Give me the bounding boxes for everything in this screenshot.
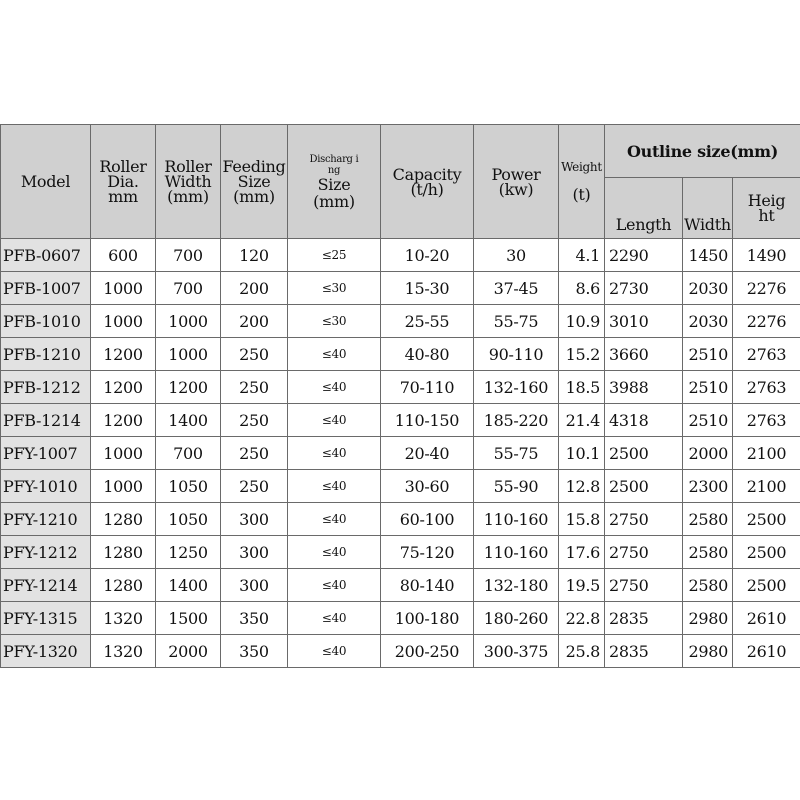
cell-roller-width: 700	[156, 239, 221, 272]
cell-roller-dia: 1200	[91, 371, 156, 404]
cell-model: PFY-1214	[1, 569, 91, 602]
cell-capacity: 25-55	[381, 305, 474, 338]
cell-model: PFY-1210	[1, 503, 91, 536]
cell-feeding-size: 300	[221, 536, 288, 569]
table-row	[1, 503, 800, 536]
cell-outline-width: 2580	[683, 536, 733, 569]
cell-length: 2835	[605, 602, 683, 635]
cell-length: 3010	[605, 305, 683, 338]
cell-roller-dia: 1200	[91, 338, 156, 371]
table-row	[1, 272, 800, 305]
cell-roller-width: 1400	[156, 404, 221, 437]
cell-height: 2100	[733, 470, 800, 503]
cell-length: 2730	[605, 272, 683, 305]
header-roller-dia: Roller Dia. mm	[91, 125, 156, 239]
cell-model: PFB-1007	[1, 272, 91, 305]
cell-power: 132-180	[474, 569, 559, 602]
cell-power: 37-45	[474, 272, 559, 305]
cell-power: 180-260	[474, 602, 559, 635]
cell-length: 2750	[605, 536, 683, 569]
cell-feeding-size: 250	[221, 404, 288, 437]
cell-model: PFY-1007	[1, 437, 91, 470]
cell-feeding-size: 200	[221, 272, 288, 305]
cell-weight: 8.6	[559, 272, 605, 305]
cell-power: 185-220	[474, 404, 559, 437]
cell-feeding-size: 300	[221, 569, 288, 602]
cell-discharging-size: ≤40	[288, 404, 381, 437]
cell-weight: 19.5	[559, 569, 605, 602]
cell-power: 90-110	[474, 338, 559, 371]
cell-length: 2500	[605, 470, 683, 503]
cell-roller-dia: 1000	[91, 470, 156, 503]
cell-model: PFB-1010	[1, 305, 91, 338]
cell-power: 132-160	[474, 371, 559, 404]
cell-outline-width: 2510	[683, 338, 733, 371]
cell-outline-width: 2300	[683, 470, 733, 503]
cell-discharging-size: ≤40	[288, 371, 381, 404]
cell-roller-width: 1000	[156, 305, 221, 338]
cell-outline-width: 2580	[683, 569, 733, 602]
cell-discharging-size: ≤40	[288, 503, 381, 536]
cell-roller-dia: 1320	[91, 635, 156, 668]
cell-discharging-size: ≤40	[288, 635, 381, 668]
cell-roller-width: 1000	[156, 338, 221, 371]
cell-model: PFB-1212	[1, 371, 91, 404]
cell-feeding-size: 300	[221, 503, 288, 536]
cell-capacity: 200-250	[381, 635, 474, 668]
cell-capacity: 75-120	[381, 536, 474, 569]
cell-roller-dia: 1280	[91, 536, 156, 569]
cell-weight: 15.8	[559, 503, 605, 536]
cell-outline-width: 2510	[683, 371, 733, 404]
cell-feeding-size: 350	[221, 635, 288, 668]
cell-discharging-size: ≤30	[288, 305, 381, 338]
table-row	[1, 338, 800, 371]
cell-length: 2835	[605, 635, 683, 668]
cell-height: 2500	[733, 503, 800, 536]
cell-length: 3988	[605, 371, 683, 404]
cell-height: 2610	[733, 602, 800, 635]
cell-height: 1490	[733, 239, 800, 272]
table-body	[1, 239, 800, 668]
table-row	[1, 371, 800, 404]
cell-feeding-size: 250	[221, 338, 288, 371]
cell-capacity: 80-140	[381, 569, 474, 602]
cell-height: 2610	[733, 635, 800, 668]
header-discharging-size: Discharg i ng Size (mm)	[288, 125, 381, 239]
table-row	[1, 437, 800, 470]
cell-discharging-size: ≤40	[288, 569, 381, 602]
cell-power: 30	[474, 239, 559, 272]
cell-capacity: 110-150	[381, 404, 474, 437]
cell-height: 2763	[733, 338, 800, 371]
cell-height: 2500	[733, 536, 800, 569]
cell-roller-dia: 1000	[91, 272, 156, 305]
cell-capacity: 70-110	[381, 371, 474, 404]
cell-length: 2500	[605, 437, 683, 470]
header-feeding-size: Feeding Size (mm)	[221, 125, 288, 239]
cell-model: PFY-1320	[1, 635, 91, 668]
cell-model: PFB-1214	[1, 404, 91, 437]
header-length: Length	[605, 178, 683, 239]
specification-table	[0, 124, 800, 668]
cell-model: PFB-0607	[1, 239, 91, 272]
cell-weight: 15.2	[559, 338, 605, 371]
cell-capacity: 10-20	[381, 239, 474, 272]
cell-roller-width: 2000	[156, 635, 221, 668]
cell-model: PFY-1212	[1, 536, 91, 569]
cell-capacity: 100-180	[381, 602, 474, 635]
table-row	[1, 470, 800, 503]
cell-roller-width: 1500	[156, 602, 221, 635]
cell-capacity: 20-40	[381, 437, 474, 470]
cell-capacity: 15-30	[381, 272, 474, 305]
cell-weight: 17.6	[559, 536, 605, 569]
cell-length: 2290	[605, 239, 683, 272]
cell-discharging-size: ≤40	[288, 437, 381, 470]
cell-power: 110-160	[474, 503, 559, 536]
cell-weight: 25.8	[559, 635, 605, 668]
cell-outline-width: 2580	[683, 503, 733, 536]
cell-height: 2276	[733, 272, 800, 305]
cell-outline-width: 2030	[683, 305, 733, 338]
cell-weight: 10.1	[559, 437, 605, 470]
cell-outline-width: 2980	[683, 602, 733, 635]
cell-feeding-size: 350	[221, 602, 288, 635]
cell-model: PFY-1010	[1, 470, 91, 503]
cell-length: 4318	[605, 404, 683, 437]
cell-roller-dia: 1280	[91, 503, 156, 536]
cell-outline-width: 2000	[683, 437, 733, 470]
cell-feeding-size: 250	[221, 437, 288, 470]
table-row	[1, 404, 800, 437]
cell-power: 55-90	[474, 470, 559, 503]
cell-roller-dia: 1280	[91, 569, 156, 602]
cell-height: 2763	[733, 371, 800, 404]
cell-roller-width: 1400	[156, 569, 221, 602]
cell-roller-dia: 1000	[91, 437, 156, 470]
cell-power: 55-75	[474, 437, 559, 470]
header-height: Heig ht	[733, 178, 800, 239]
cell-capacity: 60-100	[381, 503, 474, 536]
cell-feeding-size: 250	[221, 470, 288, 503]
table-row	[1, 635, 800, 668]
cell-roller-width: 700	[156, 272, 221, 305]
cell-weight: 22.8	[559, 602, 605, 635]
header-weight: Weight (t)	[559, 125, 605, 239]
cell-length: 2750	[605, 569, 683, 602]
cell-weight: 4.1	[559, 239, 605, 272]
cell-outline-width: 1450	[683, 239, 733, 272]
table-row	[1, 602, 800, 635]
cell-height: 2500	[733, 569, 800, 602]
cell-outline-width: 2980	[683, 635, 733, 668]
cell-discharging-size: ≤40	[288, 602, 381, 635]
cell-discharging-size: ≤40	[288, 536, 381, 569]
cell-weight: 21.4	[559, 404, 605, 437]
header-power: Power (kw)	[474, 125, 559, 239]
cell-height: 2100	[733, 437, 800, 470]
cell-height: 2763	[733, 404, 800, 437]
cell-roller-width: 700	[156, 437, 221, 470]
cell-roller-width: 1200	[156, 371, 221, 404]
cell-roller-width: 1250	[156, 536, 221, 569]
cell-weight: 10.9	[559, 305, 605, 338]
cell-roller-dia: 1000	[91, 305, 156, 338]
header-outline-size: Outline size(mm)	[605, 125, 800, 178]
table-row	[1, 569, 800, 602]
cell-power: 110-160	[474, 536, 559, 569]
cell-outline-width: 2030	[683, 272, 733, 305]
table-row	[1, 305, 800, 338]
cell-model: PFY-1315	[1, 602, 91, 635]
header-width: Width	[683, 178, 733, 239]
cell-power: 300-375	[474, 635, 559, 668]
cell-discharging-size: ≤40	[288, 338, 381, 371]
header-roller-width: Roller Width (mm)	[156, 125, 221, 239]
cell-roller-dia: 600	[91, 239, 156, 272]
cell-model: PFB-1210	[1, 338, 91, 371]
cell-weight: 18.5	[559, 371, 605, 404]
cell-feeding-size: 120	[221, 239, 288, 272]
header-model: Model	[1, 125, 91, 239]
cell-length: 2750	[605, 503, 683, 536]
cell-feeding-size: 250	[221, 371, 288, 404]
cell-discharging-size: ≤40	[288, 470, 381, 503]
cell-discharging-size: ≤25	[288, 239, 381, 272]
cell-capacity: 40-80	[381, 338, 474, 371]
cell-capacity: 30-60	[381, 470, 474, 503]
cell-weight: 12.8	[559, 470, 605, 503]
cell-discharging-size: ≤30	[288, 272, 381, 305]
cell-outline-width: 2510	[683, 404, 733, 437]
cell-length: 3660	[605, 338, 683, 371]
cell-roller-dia: 1320	[91, 602, 156, 635]
spec-sheet	[0, 124, 800, 676]
cell-height: 2276	[733, 305, 800, 338]
cell-roller-dia: 1200	[91, 404, 156, 437]
table-header	[1, 125, 800, 239]
cell-roller-width: 1050	[156, 503, 221, 536]
cell-roller-width: 1050	[156, 470, 221, 503]
cell-feeding-size: 200	[221, 305, 288, 338]
cell-power: 55-75	[474, 305, 559, 338]
header-capacity: Capacity (t/h)	[381, 125, 474, 239]
table-row	[1, 239, 800, 272]
table-row	[1, 536, 800, 569]
